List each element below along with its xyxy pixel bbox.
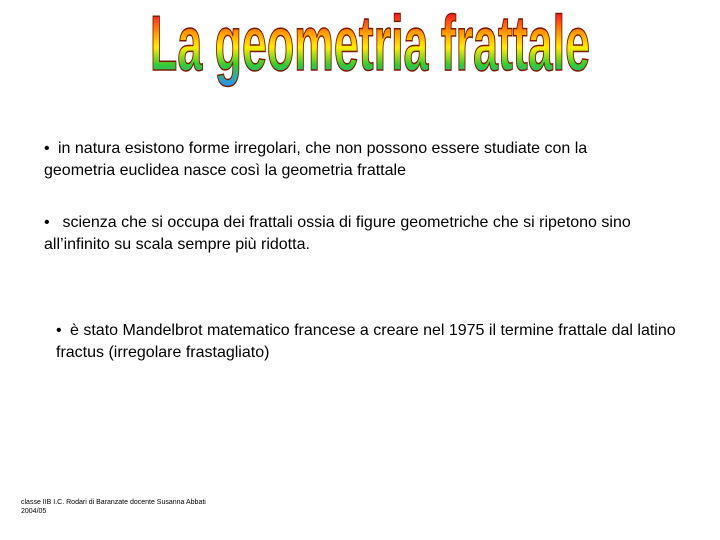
footer-line-year: 2004/05: [21, 508, 47, 515]
title-wordart: [140, 0, 600, 98]
bullet-item-1: [44, 138, 644, 182]
bullet-text: scienza che si occupa dei frattali ossia di figure geometriche che si ripetono sino all’infinito su scala sempre più ridotta.: [44, 214, 631, 253]
bullet-mark: •: [44, 140, 50, 157]
footer-line-class: classe IIB I.C. Rodari di Baranzate docente Susanna Abbati: [21, 499, 206, 506]
footer-credit: [21, 498, 206, 516]
title-wordart-svg: [140, 0, 600, 98]
bullet-mark: •: [56, 322, 62, 339]
bullet-item-3: [56, 320, 676, 364]
bullet-text: è stato Mandelbrot matematico francese a creare nel 1975 il termine frattale dal latino fractus (irregolare frastagliato): [56, 322, 676, 361]
bullet-item-2: [44, 212, 644, 256]
bullet-text: in natura esistono forme irregolari, che non possono essere studiate con la geometria euclidea nasce così la geometria frattale: [44, 140, 588, 179]
bullet-mark: •: [44, 214, 50, 231]
page-title: La geometria frattale: [150, 0, 591, 87]
